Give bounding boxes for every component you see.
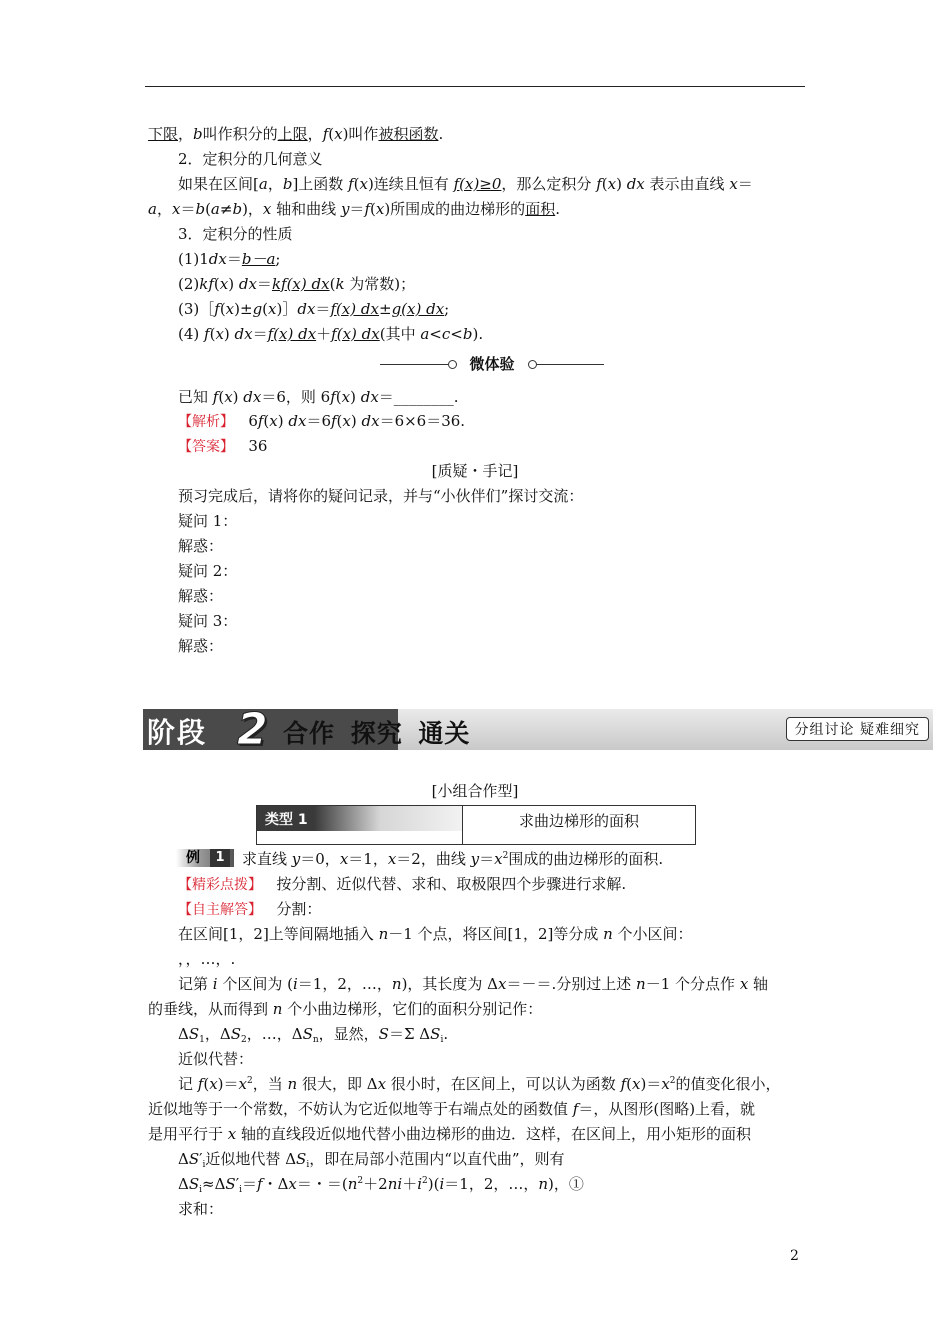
solution-step-1: 在区间[1，2]上等间隔地插入 n－1 个点，将区间[1，2]等分成 n 个小区间： [178, 925, 693, 943]
notes-answer-2: 解惑： [178, 587, 224, 605]
answer-tag: 【答案】 [178, 439, 234, 455]
solution-step-5: $\Delta S_1$，$\Delta S_2$，…，$\Delta S_n$，显然，S＝Σ $\Delta S_i$. [178, 1025, 449, 1045]
group-title: [小组合作型] [431, 782, 519, 800]
micro-experience-title: 微体验 [469, 355, 515, 373]
hint-tag: 【精彩点拨】 [178, 877, 262, 893]
limits-line: 下限，b叫作积分的上限，f(x)叫作被积函数. [148, 125, 444, 143]
divider-dot-right [528, 360, 537, 369]
property-3: (3)［f(x)±g(x)］dx＝f(x) dx±g(x) dx; [178, 300, 450, 318]
stage-word: 阶段 [147, 716, 208, 749]
solution-step-10: $\Delta S'_i$近似地代替 $\Delta S_i$，即在局部小范围内“以直代曲”，则有 [178, 1150, 565, 1170]
stage-number: 2 [237, 704, 268, 755]
type-title: 求曲边梯形的面积 [518, 812, 639, 830]
notes-title: [质疑・手记] [431, 462, 519, 480]
solution-step-4: 的垂线，从而得到 n 个小曲边梯形，它们的面积分别记作： [148, 1000, 543, 1018]
notes-intro: 预习完成后，请将你的疑问记录，并与“小伙伴们”探讨交流： [178, 487, 584, 505]
solution-step-3: 记第 i 个区间为 (i＝1，2，…，n)，其长度为 Δx＝－＝.分别过上述 n－1 个分点作 x 轴 [178, 975, 769, 993]
heading-geometric-meaning: 2．定积分的几何意义 [178, 150, 323, 168]
notes-question-2: 疑问 2： [178, 562, 238, 580]
notes-answer-1: 解惑： [178, 537, 224, 555]
solution-step-2: ，，…，. [178, 950, 236, 968]
heading-properties: 3．定积分的性质 [178, 225, 293, 243]
stage-title: 合作 探究 通关 [283, 719, 471, 748]
example-tag: 例 1 [176, 849, 234, 867]
type-tag [257, 806, 462, 831]
solution-approx-heading: 近似代替： [178, 1050, 254, 1068]
type-box [256, 805, 696, 845]
self-solve-tag: 【自主解答】 [178, 902, 262, 918]
example-hint: 【精彩点拨】 按分割、近似代替、求和、取极限四个步骤进行求解. [178, 875, 627, 893]
geometric-meaning-line-2: a，x＝b(a≠b)，x 轴和曲线 y＝f(x)所围成的曲边梯形的面积. [148, 200, 560, 218]
notes-question-3: 疑问 3： [178, 612, 238, 630]
solution-sum-heading: 求和： [178, 1200, 224, 1218]
solution-step-9: 是用平行于 x 轴的直线段近似地代替小曲边梯形的曲边．这样，在区间上，用小矩形的面积 [148, 1125, 752, 1143]
micro-question: 已知 f(x) dx＝6，则 6f(x) dx＝________. [178, 388, 459, 406]
micro-answer: 【答案】 36 [178, 437, 268, 455]
property-2: (2)kf(x) dx＝kf(x) dx(k 为常数)； [178, 275, 416, 293]
solution-step-11: $\Delta S_i\approx\Delta S'_i=f$・Δx＝・$=(n^2+2ni+i^2)(i=1$，2，…，n)，① [178, 1175, 584, 1195]
solution-step-8: 近似地等于一个常数，不妨认为它近似地等于右端点处的函数值 f＝，从图形(图略)上看，就 [148, 1100, 756, 1118]
solution-tag: 【解析】 [178, 414, 234, 430]
example-self-solve: 【自主解答】 分割： [178, 900, 322, 918]
example-question: 例 1 求直线 y＝0，x＝1，x＝2，曲线 $y=x^2$围成的曲边梯形的面积. [176, 849, 663, 869]
micro-experience-divider [380, 353, 604, 375]
type-tag-label: 类型 1 [265, 812, 308, 828]
property-1: (1)1dx＝b－a; [178, 250, 281, 268]
notes-question-1: 疑问 1： [178, 512, 238, 530]
page-number: 2 [790, 1248, 799, 1264]
divider-rule-right [537, 364, 604, 365]
header-rule [145, 86, 805, 87]
stage-badge: 分组讨论 疑难细究 [786, 717, 929, 741]
geometric-meaning-line-1: 如果在区间[a，b]上函数 f(x)连续且恒有 f(x)≥0，那么定积分 f(x) dx 表示由直线 x＝ [178, 175, 753, 193]
stage-banner [143, 704, 933, 755]
micro-solution: 【解析】 6f(x) dx＝6f(x) dx＝6×6＝36. [178, 412, 466, 430]
notes-answer-3: 解惑： [178, 637, 224, 655]
property-4: (4) f(x) dx＝f(x) dx＋f(x) dx(其中 a<c<b). [178, 325, 484, 343]
solution-step-7: 记 $f(x)=x^2$，当 n 很大，即 Δx 很小时，在区间上，可以认为函数 $f(x)=x^2$的值变化很小， [178, 1075, 781, 1093]
